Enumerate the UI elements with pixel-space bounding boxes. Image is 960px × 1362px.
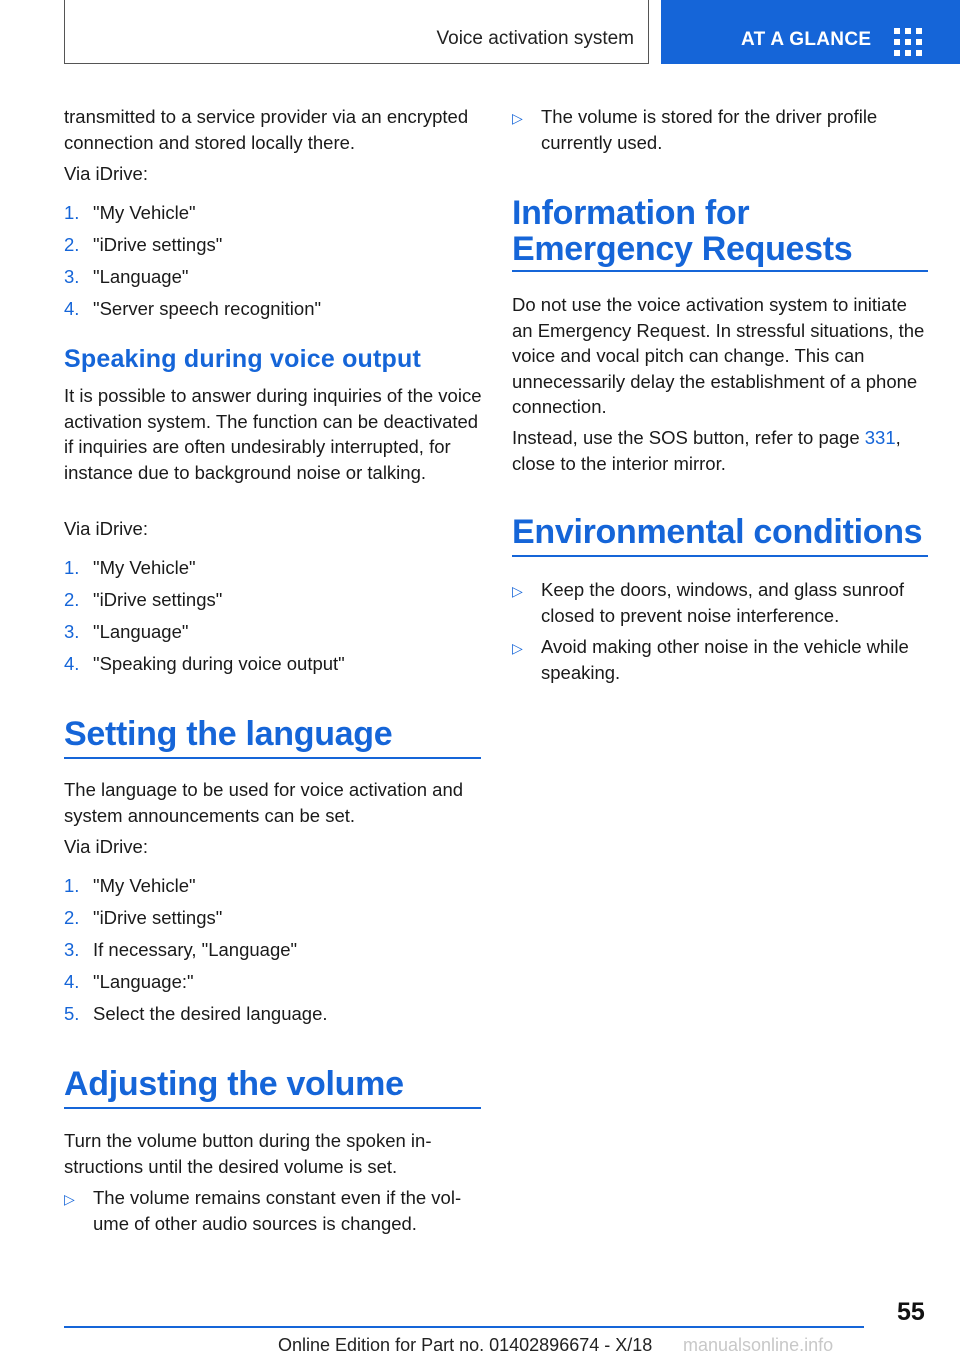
section-rule [64, 1107, 481, 1109]
triangle-bullet-icon: ▷ [512, 640, 523, 656]
page-link-331[interactable]: 331 [864, 427, 896, 448]
list-number: 5. [64, 1003, 80, 1024]
list-number: 4. [64, 653, 80, 674]
instead-paragraph: Instead, use the SOS button, refer to page 331, close to the interior mirror. [512, 427, 901, 474]
footer-rule [64, 1326, 864, 1328]
section-tab[interactable] [661, 0, 960, 64]
list-number: 4. [64, 971, 80, 992]
intro-paragraph: transmitted to a service provider via an encrypted connection and stored locally there. [64, 106, 469, 153]
list-number: 3. [64, 621, 80, 642]
speaking-paragraph: It is possible to answer during inquiries of the voice activation system. The function can be deactivated if inquiries are often undesirably interrupted, for instance due to background noise or talking. [64, 385, 482, 483]
list-number: 2. [64, 589, 80, 610]
list-number: 3. [64, 939, 80, 960]
grid-menu-icon[interactable] [894, 28, 922, 56]
triangle-bullet-icon: ▷ [512, 110, 523, 126]
section-label: AT A GLANCE [741, 29, 872, 50]
list-number: 4. [64, 298, 80, 319]
list-number: 1. [64, 557, 80, 578]
list-number: 2. [64, 907, 80, 928]
section-rule [512, 270, 928, 272]
volume-paragraph: Turn the volume button during the spoken instructions until the desired volume is set. [64, 1130, 432, 1177]
list-number: 2. [64, 234, 80, 255]
watermark: manualsonline.info [683, 1335, 834, 1355]
heading-speaking-during-voice-output: Speaking during voice output [64, 345, 422, 373]
heading-adjusting-the-volume: Adjusting the volume [64, 1065, 404, 1103]
header-title-box [64, 0, 649, 64]
list-number: 1. [64, 875, 80, 896]
list-number: 3. [64, 266, 80, 287]
section-rule [512, 555, 928, 557]
via-idrive-label: Via iDrive: [64, 836, 148, 857]
emergency-paragraph: Do not use the voice activation system to initiate an Emergency Request. In stressful situations, the voice and vocal pitch can change. This can unnecessarily delay the establishment of a phone connection. [512, 294, 925, 417]
heading-setting-the-language: Setting the language [64, 715, 393, 753]
heading-information-for-emergency-requests: Information for Emergency Requests [512, 194, 853, 268]
via-idrive-label: Via iDrive: [64, 163, 148, 184]
triangle-bullet-icon: ▷ [64, 1191, 75, 1207]
list-number: 1. [64, 202, 80, 223]
setting-paragraph: The language to be used for voice activation and system announcements can be set. [64, 779, 464, 826]
edition-text: Online Edition for Part no. 01402896674 - X/18 [278, 1335, 653, 1355]
via-idrive-label: Via iDrive: [64, 518, 148, 539]
page-number: 55 [897, 1298, 925, 1326]
chapter-title: Voice activation system [436, 28, 634, 49]
heading-environmental-conditions: Environmental conditions [512, 513, 923, 551]
triangle-bullet-icon: ▷ [512, 583, 523, 599]
section-rule [64, 757, 481, 759]
